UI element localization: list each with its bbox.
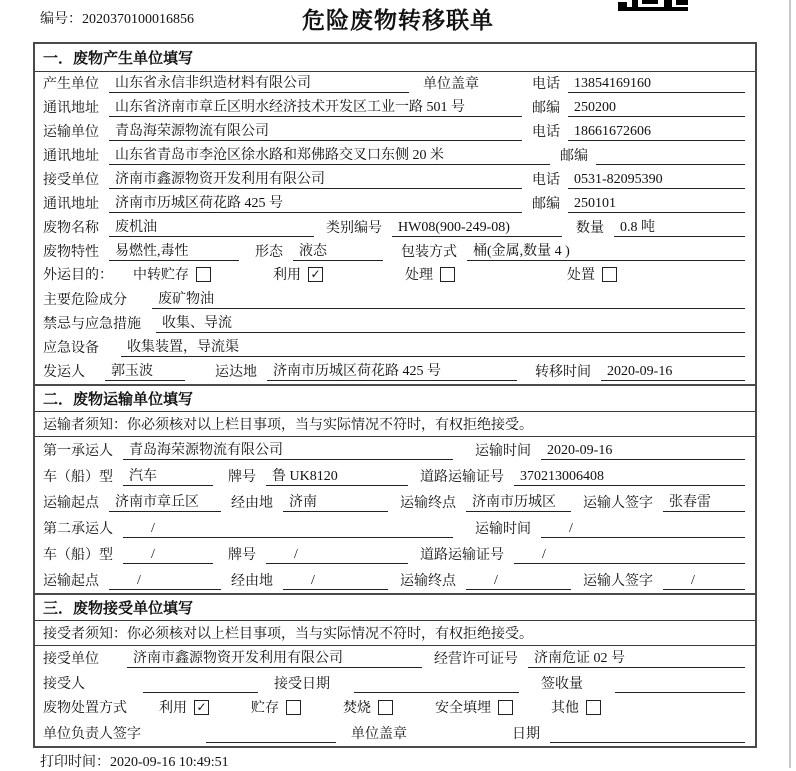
destination-label: 运达地: [215, 364, 257, 380]
receiver-zip-value: 250101: [568, 196, 745, 213]
section2-heading: 二．废物运输单位填写: [35, 384, 755, 412]
row-acceptor: [35, 671, 755, 696]
carrier1-label: 第一承运人: [43, 444, 113, 460]
acceptor-value: [143, 692, 258, 693]
row-transporter: [35, 120, 755, 144]
sign-date-value: [550, 742, 745, 743]
purpose-option-storage: [133, 264, 211, 284]
sign2-value: /: [663, 573, 745, 590]
row-carrier2: [35, 515, 755, 541]
waste-quantity-value: 0.8 吨: [614, 216, 745, 237]
row-receiver-address: [35, 192, 755, 216]
vehicle1-label: 车（船）型: [43, 470, 113, 486]
disposal-option-burn: [343, 697, 393, 717]
transporter-phone-value: 18661672606: [568, 124, 745, 141]
print-time-label: 打印时间：: [40, 755, 110, 770]
purpose-dispose-checkbox: [602, 267, 617, 282]
vehicle2-label: 车（船）型: [43, 547, 113, 563]
origin2-label: 运输起点: [43, 573, 99, 589]
disposal-method-label: 废物处置方式: [43, 701, 127, 717]
disposal-burn-label: 焚烧: [343, 701, 371, 717]
row-dispatcher: [35, 360, 755, 384]
disposal-use-checkbox: ✓: [194, 700, 209, 715]
permit2-label: 道路运输证号: [420, 547, 504, 563]
row-disposal-method: [35, 696, 755, 721]
purpose-use-checkbox: ✓: [308, 267, 323, 282]
sign2-label: 运输人签字: [583, 573, 653, 589]
row-accept-unit: [35, 646, 755, 671]
row-generator-address: [35, 96, 755, 120]
carrier2-label: 第二承运人: [43, 521, 113, 537]
carrier1-time-value: 2020-09-16: [541, 443, 745, 460]
waste-quantity-label: 数量: [576, 220, 604, 236]
unit-seal-label: 单位盖章: [351, 726, 407, 742]
row-vehicle2: [35, 541, 755, 567]
row-transfer-purpose: [35, 264, 755, 288]
generator-phone-label: 电话: [532, 76, 560, 92]
permit2-value: /: [514, 547, 745, 564]
disposal-option-store: [251, 697, 301, 717]
manifest-form: [33, 42, 757, 748]
waste-name-label: 废物名称: [43, 220, 99, 236]
print-time: [40, 751, 229, 771]
vehicle2-value: /: [123, 547, 213, 564]
section3-heading: 三．废物接受单位填写: [35, 593, 755, 621]
principal-sign-label: 单位负责人签字: [43, 726, 141, 742]
origin1-label: 运输起点: [43, 496, 99, 512]
generator-address-label: 通讯地址: [43, 100, 99, 116]
plate1-label: 牌号: [228, 470, 256, 486]
packing-value: 桶(金属,数量 4 ): [467, 240, 745, 261]
sign-date-label: 日期: [512, 726, 540, 742]
row-receiver: [35, 168, 755, 192]
row-route2: [35, 567, 755, 593]
end1-label: 运输终点: [400, 496, 456, 512]
accept-date-value: [354, 692, 519, 693]
transporter-zip-value: [596, 164, 745, 165]
plate2-value: /: [266, 547, 408, 564]
row-transporter-address: [35, 144, 755, 168]
transporter-label: 运输单位: [43, 124, 99, 140]
generator-zip-label: 邮编: [532, 100, 560, 116]
purpose-option-dispose-label: 处置: [567, 268, 595, 284]
print-time-value: 2020-09-16 10:49:51: [110, 755, 229, 770]
vehicle1-value: 汽车: [123, 465, 213, 486]
row-carrier1: [35, 437, 755, 463]
waste-form-label: 形态: [255, 244, 283, 260]
receiver-address-label: 通讯地址: [43, 196, 99, 212]
purpose-storage-checkbox: [196, 267, 211, 282]
emergency-equipment-value: 收集装置，导流渠: [121, 336, 745, 357]
end2-value: /: [466, 573, 571, 590]
generator-address-value: 山东省济南市章丘区明水经济技术开发区工业一路 501 号: [109, 96, 522, 117]
receiver-address-value: 济南市历城区荷花路 425 号: [109, 192, 522, 213]
purpose-option-storage-label: 中转贮存: [133, 268, 189, 284]
accept-unit-value: 济南市鑫源物资开发利用有限公司: [127, 647, 422, 668]
scan-page-edge: [789, 0, 791, 768]
received-qty-value: [615, 692, 745, 693]
end1-value: 济南市历城区: [466, 491, 571, 512]
emergency-measures-label: 禁忌与应急措施: [43, 316, 141, 332]
transporter-value: 青岛海荣源物流有限公司: [109, 120, 522, 141]
origin1-value: 济南市章丘区: [109, 491, 221, 512]
purpose-option-treat-label: 处理: [405, 268, 433, 284]
carrier2-time-value: /: [541, 521, 745, 538]
row-route1: [35, 489, 755, 515]
dispatcher-value: 郭玉波: [105, 360, 185, 381]
disposal-other-label: 其他: [551, 701, 579, 717]
generator-phone-value: 13854169160: [568, 76, 745, 93]
carrier2-value: /: [123, 521, 453, 538]
carrier1-value: 青岛海荣源物流有限公司: [123, 439, 453, 460]
sign1-value: 张春雷: [663, 491, 745, 512]
disposal-option-use: [159, 697, 209, 717]
purpose-option-use: [273, 264, 323, 284]
generator-seal-label: 单位盖章: [423, 76, 479, 92]
transfer-time-label: 转移时间: [535, 364, 591, 380]
transporter-address-value: 山东省青岛市李沧区徐水路和郑佛路交叉口东侧 20 米: [109, 144, 550, 165]
generator-value: 山东省永信非织造材料有限公司: [109, 72, 409, 93]
transfer-purpose-label: 外运目的：: [43, 268, 113, 284]
packing-label: 包装方式: [401, 244, 457, 260]
generator-zip-value: 250200: [568, 100, 745, 117]
row-vehicle1: [35, 463, 755, 489]
row-waste-traits: [35, 240, 755, 264]
purpose-option-use-label: 利用: [273, 268, 301, 284]
accept-date-label: 接受日期: [274, 677, 330, 693]
generator-label: 产生单位: [43, 76, 99, 92]
page-title: 危险废物转移联单: [302, 8, 494, 33]
transfer-time-value: 2020-09-16: [601, 364, 745, 381]
disposal-burn-checkbox: [378, 700, 393, 715]
section1-heading: 一．废物产生单位填写: [35, 44, 755, 72]
plate1-value: 鲁 UK8120: [266, 465, 408, 486]
disposal-use-label: 利用: [159, 701, 187, 717]
row-generator: [35, 72, 755, 96]
permit1-label: 道路运输证号: [420, 470, 504, 486]
disposal-option-other: [551, 697, 601, 717]
receiver-phone-value: 0531-82095390: [568, 172, 745, 189]
dispatcher-label: 发运人: [43, 364, 85, 380]
waste-form-value: 液态: [293, 240, 383, 261]
disposal-store-label: 贮存: [251, 701, 279, 717]
waste-category-value: HW08(900-249-08): [392, 220, 562, 237]
waste-name-value: 废机油: [109, 216, 314, 237]
via1-label: 经由地: [231, 496, 273, 512]
transporter-address-label: 通讯地址: [43, 148, 99, 164]
plate2-label: 牌号: [228, 547, 256, 563]
hazard-component-value: 废矿物油: [152, 288, 745, 309]
emergency-measures-value: 收集、导流: [156, 312, 745, 333]
waste-traits-label: 废物特性: [43, 244, 99, 260]
disposal-option-landfill: [435, 697, 513, 717]
row-hazard-component: [35, 288, 755, 312]
via2-value: /: [283, 573, 388, 590]
sign1-label: 运输人签字: [583, 496, 653, 512]
receiver-value: 济南市鑫源物资开发利用有限公司: [109, 168, 522, 189]
destination-value: 济南市历城区荷花路 425 号: [267, 360, 517, 381]
end2-label: 运输终点: [400, 573, 456, 589]
disposal-other-checkbox: [586, 700, 601, 715]
waste-traits-value: 易燃性,毒性: [109, 240, 239, 261]
principal-sign-value: [206, 742, 336, 743]
carrier1-time-label: 运输时间: [475, 444, 531, 460]
license-label: 经营许可证号: [434, 652, 518, 668]
receiver-label: 接受单位: [43, 172, 99, 188]
acceptor-label: 接受人: [43, 677, 85, 693]
received-qty-label: 签收量: [541, 677, 583, 693]
transporter-zip-label: 邮编: [560, 148, 588, 164]
purpose-treat-checkbox: [440, 267, 455, 282]
manifest-number-value: 2020370100016856: [82, 12, 194, 27]
permit1-value: 370213006408: [514, 469, 745, 486]
manifest-number-label: 编号：: [40, 12, 82, 27]
origin2-value: /: [109, 573, 221, 590]
disposal-landfill-label: 安全填埋: [435, 701, 491, 717]
row-principal-sign: [35, 721, 755, 746]
carrier2-time-label: 运输时间: [475, 521, 531, 537]
accept-unit-label: 接受单位: [43, 652, 99, 668]
license-value: 济南危证 02 号: [528, 647, 745, 668]
hazard-component-label: 主要危险成分: [43, 292, 127, 308]
receiver-phone-label: 电话: [532, 172, 560, 188]
via1-value: 济南: [283, 491, 388, 512]
via2-label: 经由地: [231, 573, 273, 589]
purpose-option-treat: [405, 264, 455, 284]
section3-notice: 接受者须知：你必须核对以上栏目事项，当与实际情况不符时，有权拒绝接受。: [35, 621, 755, 647]
row-emergency-equipment: [35, 336, 755, 360]
purpose-option-dispose: [567, 264, 617, 284]
disposal-store-checkbox: [286, 700, 301, 715]
section2-notice: 运输者须知：你必须核对以上栏目事项，当与实际情况不符时，有权拒绝接受。: [35, 412, 755, 438]
transporter-phone-label: 电话: [532, 124, 560, 140]
row-waste-name: [35, 216, 755, 240]
row-emergency-measures: [35, 312, 755, 336]
disposal-landfill-checkbox: [498, 700, 513, 715]
receiver-zip-label: 邮编: [532, 196, 560, 212]
emergency-equipment-label: 应急设备: [43, 340, 99, 356]
waste-category-label: 类别编号: [326, 220, 382, 236]
